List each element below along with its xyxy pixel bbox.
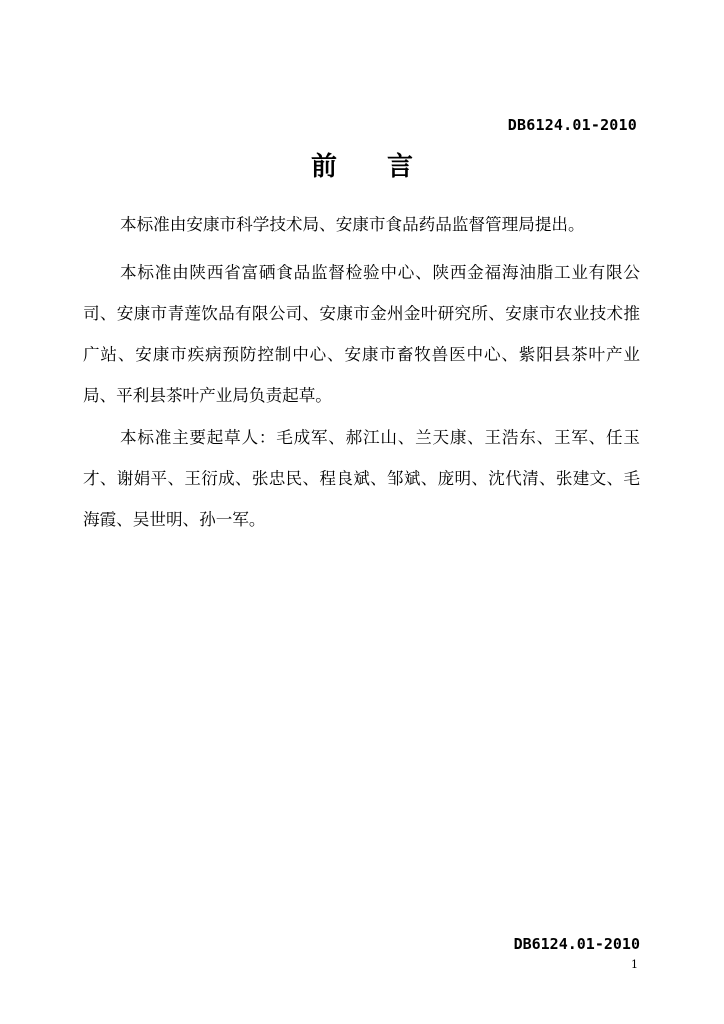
page-number: 1 <box>631 958 638 971</box>
section-title: 前言 <box>310 152 463 182</box>
paragraph-drafting-units: 本标准由陕西省富硒食品监督检验中心、陕西金福海油脂工业有限公司、安康市青莲饮品有限公司、安康市金州金叶研究所、安康市农业技术推广站、安康市疾病预防控制中心、安康市畜牧兽医中心、紫阳县茶叶产业局、平利县茶叶产业局负责起草。 <box>83 263 640 405</box>
footer-doc-code: DB6124.01-2010 <box>513 935 640 953</box>
paragraph-proposer: 本标准由安康市科学技术局、安康市食品药品监督管理局提出。 <box>120 215 585 234</box>
header-doc-code: DB6124.01-2010 <box>507 116 637 134</box>
paragraph-drafters: 本标准主要起草人：毛成军、郝江山、兰天康、王浩东、王军、任玉才、谢娟平、王衍成、张忠民、程良斌、邹斌、庞明、沈代清、张建文、毛海霞、吴世明、孙一军。 <box>83 428 640 529</box>
